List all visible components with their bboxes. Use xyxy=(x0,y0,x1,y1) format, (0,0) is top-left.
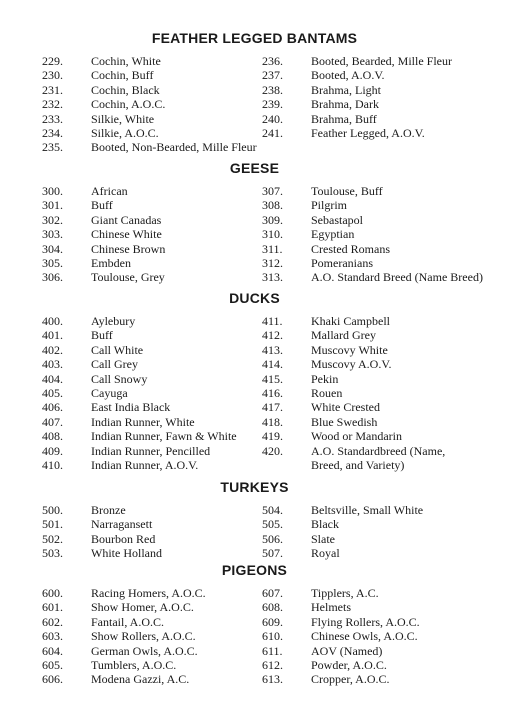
class-number: 608. xyxy=(262,600,283,615)
class-number: 507. xyxy=(262,546,283,561)
breed-name: Pekin xyxy=(311,371,339,386)
class-number: 241. xyxy=(262,126,283,140)
breed-name: African xyxy=(91,184,128,198)
breed-name: Bourbon Red xyxy=(91,531,156,546)
breed-name: Brahma, Dark xyxy=(311,97,379,112)
breed-name: Indian Runner, White xyxy=(91,414,195,429)
breed-name: Modena Gazzi, A.C. xyxy=(91,672,190,687)
breed-name: Mallard Grey xyxy=(311,328,376,343)
class-number: 231. xyxy=(42,82,63,97)
breed-name: Chinese Brown xyxy=(91,241,166,256)
breed-name: Black xyxy=(311,517,339,532)
breed-name: Booted, Non-Bearded, Mille Fleur xyxy=(91,140,257,155)
class-number: 304. xyxy=(42,241,63,256)
class-number: 604. xyxy=(42,643,63,658)
class-number: 610. xyxy=(262,629,283,644)
breed-name: Pomeranians xyxy=(311,256,373,270)
breed-name: Embden xyxy=(91,256,131,270)
class-number: 419. xyxy=(262,429,283,444)
class-number: 234. xyxy=(42,126,63,140)
class-number: 404. xyxy=(42,371,63,386)
breed-name: Booted, Bearded, Mille Fleur xyxy=(311,54,452,68)
class-number: 603. xyxy=(42,629,63,644)
breed-name: Cochin, A.O.C. xyxy=(91,97,166,112)
class-number: 236. xyxy=(262,54,283,68)
class-number: 605. xyxy=(42,658,63,672)
class-number: 240. xyxy=(262,111,283,126)
breed-name: Beltsville, Small White xyxy=(311,503,424,517)
breed-name: Tipplers, A.C. xyxy=(311,586,379,600)
breed-name: Call Grey xyxy=(91,357,138,372)
class-number: 409. xyxy=(42,443,63,458)
class-number: 305. xyxy=(42,256,63,270)
class-number: 238. xyxy=(262,82,283,97)
breed-name: Chinese Owls, A.O.C. xyxy=(311,629,418,644)
breed-name: Blue Swedish xyxy=(311,414,378,429)
class-number: 312. xyxy=(262,256,283,270)
breed-name: White Crested xyxy=(311,400,380,415)
section-heading-turkeys: TURKEYS xyxy=(220,479,289,495)
class-number: 411. xyxy=(262,314,283,328)
class-number: 414. xyxy=(262,357,283,372)
breed-name: Silkie, A.O.C. xyxy=(91,126,159,140)
class-number: 405. xyxy=(42,386,63,400)
breed-name: Muscovy A.O.V. xyxy=(311,357,392,372)
class-number: 400. xyxy=(42,314,63,328)
breed-name: Booted, A.O.V. xyxy=(311,68,385,83)
breed-name: Toulouse, Grey xyxy=(91,270,165,285)
class-number: 420. xyxy=(262,443,283,458)
section-heading-geese: GEESE xyxy=(229,160,280,176)
class-number: 401. xyxy=(42,328,63,343)
class-number: 410. xyxy=(42,458,63,472)
class-number: 308. xyxy=(262,198,283,213)
class-number: 306. xyxy=(42,270,63,285)
breed-name: Sebastapol xyxy=(311,212,363,227)
class-number: 232. xyxy=(42,97,63,112)
breed-name: Chinese White xyxy=(91,227,162,242)
breed-name: Brahma, Buff xyxy=(311,111,377,126)
class-number: 416. xyxy=(262,386,283,400)
class-number: 415. xyxy=(262,371,283,386)
breed-name: Flying Rollers, A.O.C. xyxy=(311,614,420,629)
breed-name: Royal xyxy=(311,546,340,561)
class-number: 230. xyxy=(42,68,63,83)
breed-name: Helmets xyxy=(311,600,351,615)
class-number: 233. xyxy=(42,111,63,126)
class-number: 500. xyxy=(42,503,63,517)
breed-name: Show Homer, A.O.C. xyxy=(91,600,194,615)
class-number: 406. xyxy=(42,400,63,415)
section-heading-ducks: DUCKS xyxy=(229,290,280,306)
class-number: 606. xyxy=(42,672,63,687)
class-number: 418. xyxy=(262,414,283,429)
class-number: 506. xyxy=(262,531,283,546)
breed-name: Call White xyxy=(91,342,144,357)
class-number: 311. xyxy=(262,241,283,256)
class-number: 237. xyxy=(262,68,283,83)
class-number: 611. xyxy=(262,643,283,658)
class-number: 602. xyxy=(42,614,63,629)
class-number: 504. xyxy=(262,503,283,517)
breed-name: Toulouse, Buff xyxy=(311,184,383,198)
breed-name: Giant Canadas xyxy=(91,212,162,227)
class-number: 612. xyxy=(262,658,283,672)
breed-name: Slate xyxy=(311,531,335,546)
breed-name: Crested Romans xyxy=(311,241,390,256)
class-number: 229. xyxy=(42,54,63,68)
class-number: 239. xyxy=(262,97,283,112)
class-number: 303. xyxy=(42,227,63,242)
breed-name: Narragansett xyxy=(91,517,153,532)
breed-name: Fantail, A.O.C. xyxy=(91,614,165,629)
breed-name: Silkie, White xyxy=(91,111,155,126)
breed-name: Wood or Mandarin xyxy=(311,429,403,444)
class-number: 503. xyxy=(42,546,63,561)
breed-name: Cayuga xyxy=(91,386,128,400)
section-heading-feather-legged-bantams: FEATHER LEGGED BANTAMS xyxy=(151,30,358,46)
class-number: 310. xyxy=(262,227,283,242)
class-number: 307. xyxy=(262,184,283,198)
breed-name: Rouen xyxy=(311,386,343,400)
breed-name: Brahma, Light xyxy=(311,82,381,97)
breed-name: Breed, and Variety) xyxy=(311,458,405,472)
breed-name: Feather Legged, A.O.V. xyxy=(311,126,425,140)
breed-name: Pilgrim xyxy=(311,198,348,213)
class-number: 313. xyxy=(262,270,283,285)
class-number: 413. xyxy=(262,342,283,357)
class-number: 502. xyxy=(42,531,63,546)
breed-name: Bronze xyxy=(91,503,126,517)
class-number: 235. xyxy=(42,140,63,155)
class-number: 501. xyxy=(42,517,63,532)
class-number: 309. xyxy=(262,212,283,227)
class-number: 403. xyxy=(42,357,63,372)
breed-name: Aylebury xyxy=(91,314,136,328)
breed-name: AOV (Named) xyxy=(311,643,383,658)
breed-name: Egyptian xyxy=(311,227,355,242)
breed-name: Buff xyxy=(91,328,113,343)
class-number: 407. xyxy=(42,414,63,429)
breed-name: Cochin, Black xyxy=(91,82,160,97)
breed-name: Racing Homers, A.O.C. xyxy=(91,586,206,600)
breed-name: A.O. Standardbreed (Name, xyxy=(311,443,446,458)
class-number: 417. xyxy=(262,400,283,415)
breed-name: Powder, A.O.C. xyxy=(311,658,387,672)
class-number: 412. xyxy=(262,328,283,343)
breed-name: Tumblers, A.O.C. xyxy=(91,658,177,672)
breed-name: Indian Runner, Fawn & White xyxy=(91,429,237,444)
breed-name: Khaki Campbell xyxy=(311,314,390,328)
class-number: 408. xyxy=(42,429,63,444)
breed-name: German Owls, A.O.C. xyxy=(91,643,198,658)
class-number: 302. xyxy=(42,212,63,227)
class-number: 607. xyxy=(262,586,283,600)
breed-name: Cochin, Buff xyxy=(91,68,154,83)
class-number: 609. xyxy=(262,614,283,629)
class-number: 601. xyxy=(42,600,63,615)
breed-name: Indian Runner, Pencilled xyxy=(91,443,211,458)
breed-name: Cropper, A.O.C. xyxy=(311,672,390,687)
breed-name: Muscovy White xyxy=(311,342,388,357)
breed-name: White Holland xyxy=(91,546,162,561)
class-number: 613. xyxy=(262,672,283,687)
breed-name: Call Snowy xyxy=(91,371,148,386)
breed-name: Show Rollers, A.O.C. xyxy=(91,629,196,644)
class-number: 300. xyxy=(42,184,63,198)
class-number: 402. xyxy=(42,342,63,357)
breed-name: Cochin, White xyxy=(91,54,161,68)
class-number: 600. xyxy=(42,586,63,600)
class-number: 505. xyxy=(262,517,283,532)
breed-name: A.O. Standard Breed (Name Breed) xyxy=(311,270,483,285)
class-number: 301. xyxy=(42,198,63,213)
breed-name: East India Black xyxy=(91,400,171,415)
breed-name: Indian Runner, A.O.V. xyxy=(91,458,199,472)
breed-name: Buff xyxy=(91,198,113,213)
section-heading-pigeons: PIGEONS xyxy=(221,562,288,578)
